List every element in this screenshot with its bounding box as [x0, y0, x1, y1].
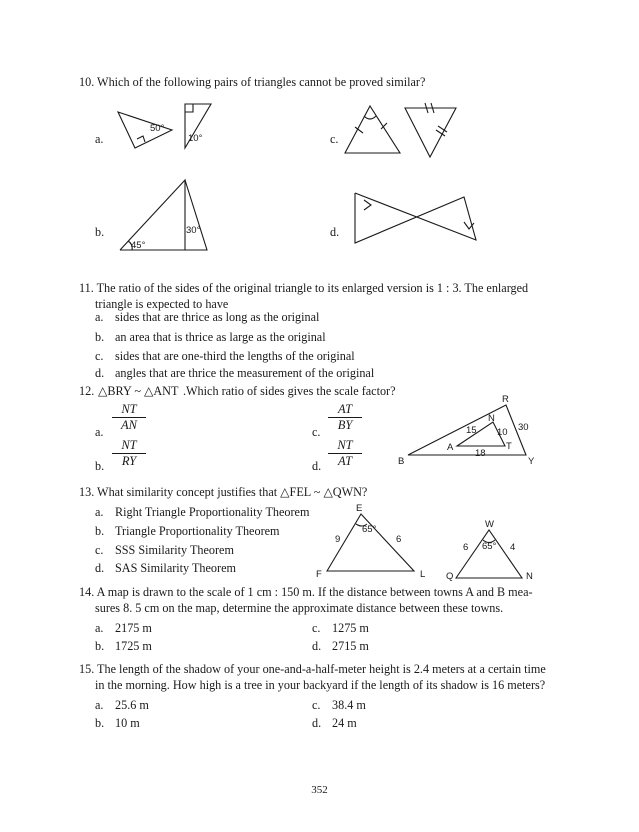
- q10-stem: 10. Which of the following pairs of triangles cannot be proved similar?: [79, 75, 426, 89]
- q11-option-c-text: sides that are one-third the lengths of the original: [115, 349, 355, 363]
- q11-option-d-letter: d.: [95, 366, 105, 380]
- q13-option-d-text: SAS Similarity Theorem: [115, 561, 236, 575]
- q10-option-a-letter: a.: [95, 132, 104, 146]
- q15-stem-line2: in the morning. How high is a tree in your backyard if the length of its shadow is 16 meters?: [95, 678, 546, 692]
- q10b-angle-45: 45°: [131, 240, 146, 251]
- q12-option-d-letter: d.: [312, 459, 322, 473]
- q12-option-b-denominator: RY: [121, 454, 137, 468]
- q15-option-b-text: 10 m: [115, 716, 140, 730]
- q12-label-R: R: [502, 394, 509, 405]
- q12-option-d-numerator: NT: [328, 438, 362, 454]
- q12-option-c-denominator: BY: [337, 418, 353, 432]
- q12-option-a-numerator: NT: [112, 402, 146, 418]
- q15-option-c-text: 38.4 m: [332, 698, 366, 712]
- q13-label-L: L: [420, 569, 426, 580]
- q14-option-b-letter: b.: [95, 639, 105, 653]
- q12-option-b-letter: b.: [95, 459, 105, 473]
- q10a-angle-10: 10°: [188, 133, 203, 144]
- q10-option-d-letter: d.: [330, 225, 340, 239]
- q14-option-b-text: 1725 m: [115, 639, 152, 653]
- q13-fig1-side-6: 6: [396, 534, 402, 545]
- q12-option-a-denominator: AN: [121, 418, 137, 432]
- q12-number: 12.: [79, 384, 95, 398]
- q13-option-a-text: Right Triangle Proportionality Theorem: [115, 505, 310, 519]
- q14-stem-line2: sures 8. 5 cm on the map, determine the approximate distance between these towns.: [95, 601, 504, 615]
- q12-stem-text: .Which ratio of sides gives the scale factor?: [183, 384, 396, 398]
- q14-option-c-letter: c.: [312, 621, 321, 635]
- q14-option-c-text: 1275 m: [332, 621, 369, 635]
- q13-label-Q: Q: [446, 571, 454, 582]
- q14-option-d-letter: d.: [312, 639, 322, 653]
- q12-label-B: B: [398, 456, 405, 467]
- q14-option-a-letter: a.: [95, 621, 104, 635]
- q15-option-d-text: 24 m: [332, 716, 357, 730]
- q12-option-a-letter: a.: [95, 425, 104, 439]
- q14-stem-line1: 14. A map is drawn to the scale of 1 cm : 150 m. If the distance between towns A and B mea-: [79, 585, 533, 599]
- q13-label-W: W: [485, 519, 494, 530]
- page-number: 352: [311, 784, 328, 796]
- q15-option-a-letter: a.: [95, 698, 104, 712]
- q12-side-18: 18: [475, 448, 486, 459]
- q12-stem-expression: △BRY ~ △ANT: [98, 384, 179, 398]
- q12-label-N: N: [488, 413, 495, 424]
- q13-fig2-side-6: 6: [463, 542, 469, 553]
- q14-option-d-text: 2715 m: [332, 639, 369, 653]
- q11-option-c-letter: c.: [95, 349, 104, 363]
- q13-fig1-angle-65: 65°: [362, 524, 377, 535]
- q15-option-d-letter: d.: [312, 716, 322, 730]
- q12-option-d-denominator: AT: [337, 454, 353, 468]
- q15-option-b-letter: b.: [95, 716, 105, 730]
- q15-option-a-text: 25.6 m: [115, 698, 149, 712]
- q10-option-b-letter: b.: [95, 225, 105, 239]
- q12-option-c-letter: c.: [312, 425, 321, 439]
- q14-option-a-text: 2175 m: [115, 621, 152, 635]
- q11-option-a-text: sides that are thrice as long as the original: [115, 310, 320, 324]
- q12-side-15: 15: [466, 425, 477, 436]
- q13-stem: 13. What similarity concept justifies that △FEL ~ △QWN?: [79, 485, 368, 499]
- q13-option-a-letter: a.: [95, 505, 104, 519]
- q11-stem-line1: 11. The ratio of the sides of the original triangle to its enlarged version is 1 : 3. The enlarged: [79, 281, 529, 295]
- q10-option-c-letter: c.: [330, 132, 339, 146]
- q12-option-b-numerator: NT: [112, 438, 146, 454]
- q13-fig1-side-9: 9: [335, 534, 341, 545]
- q15-stem-line1: 15. The length of the shadow of your one-and-a-half-meter height is 2.4 meters at a certain time: [79, 662, 546, 676]
- q13-option-b-text: Triangle Proportionality Theorem: [115, 524, 280, 538]
- q13-label-E: E: [356, 503, 363, 514]
- q13-label-F: F: [316, 569, 322, 580]
- q13-option-b-letter: b.: [95, 524, 105, 538]
- q12-side-10: 10: [497, 427, 508, 438]
- q12-label-T: T: [506, 441, 512, 452]
- q10a-angle-50: 50°: [150, 123, 165, 134]
- q13-label-N: N: [526, 571, 533, 582]
- q12-label-Y: Y: [528, 456, 535, 467]
- q11-option-a-letter: a.: [95, 310, 104, 324]
- q13-option-d-letter: d.: [95, 561, 105, 575]
- q10b-angle-30: 30°: [186, 225, 201, 236]
- q13-fig2-angle-65: 65°: [482, 541, 497, 552]
- q11-option-b-letter: b.: [95, 330, 105, 344]
- q15-option-c-letter: c.: [312, 698, 321, 712]
- q11-option-b-text: an area that is thrice as large as the original: [115, 330, 326, 344]
- q12-label-A: A: [447, 442, 454, 453]
- q11-option-d-text: angles that are thrice the measurement of the original: [115, 366, 375, 380]
- q13-option-c-letter: c.: [95, 543, 104, 557]
- q13-option-c-text: SSS Similarity Theorem: [115, 543, 234, 557]
- q13-fig2-side-4: 4: [510, 542, 516, 553]
- q12-option-c-numerator: AT: [328, 402, 362, 418]
- q12-side-30: 30: [518, 422, 529, 433]
- q11-stem-line2: triangle is expected to have: [95, 297, 229, 311]
